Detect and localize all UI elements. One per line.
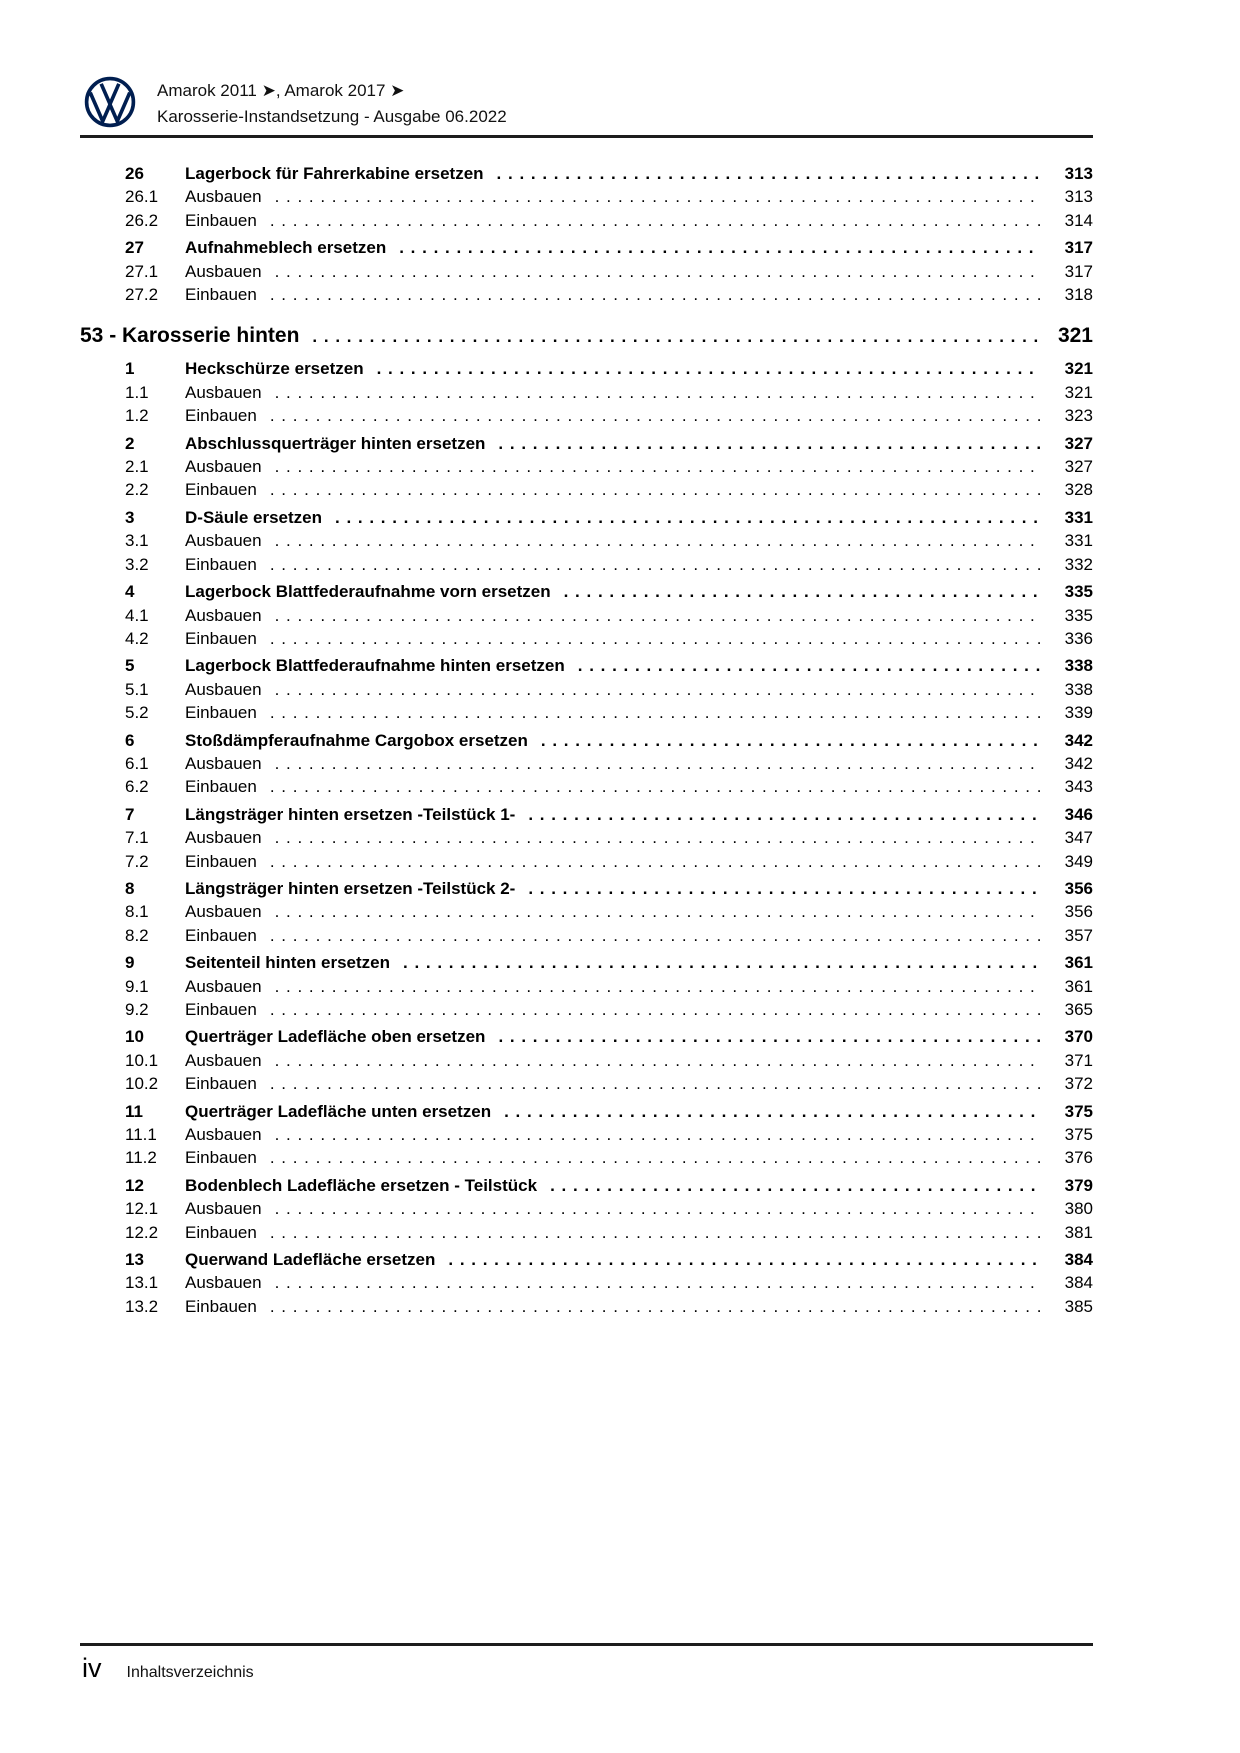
footer-page-number: iv <box>82 1653 102 1683</box>
toc-entry-title: Ausbauen <box>185 187 262 207</box>
dot-leader <box>390 951 1041 974</box>
toc-entry-number: 10 <box>125 1027 144 1047</box>
toc-entry-page: 371 <box>1064 1050 1093 1070</box>
toc-entry-number: 10.1 <box>125 1050 159 1070</box>
dot-leader <box>262 1049 1041 1072</box>
toc-entry-page: 349 <box>1064 851 1093 871</box>
dot-leader <box>257 1146 1041 1169</box>
toc-entry-title: Querträger Ladefläche unten ersetzen <box>185 1101 492 1121</box>
toc-entry-row <box>80 1072 1093 1095</box>
toc-entry-number: 13.2 <box>125 1296 159 1316</box>
toc-entry-title: Abschlussquerträger hinten ersetzen <box>185 433 486 453</box>
toc-entry-row <box>80 701 1093 724</box>
toc-entry-number: 11 <box>125 1101 143 1121</box>
toc-entry-row <box>80 1100 1093 1123</box>
toc-entry-title: Längsträger hinten ersetzen -Teilstück 1- <box>185 804 516 824</box>
toc-entry-title: Stoßdämpferaufnahme Cargobox ersetzen <box>185 730 528 750</box>
toc-entry-page: 347 <box>1064 828 1093 848</box>
toc-entry-page: 331 <box>1064 531 1093 551</box>
dot-leader <box>515 877 1041 900</box>
toc-entry-row <box>80 627 1093 650</box>
toc-entry-page: 381 <box>1064 1222 1093 1242</box>
toc-entry-title: Ausbauen <box>185 531 262 551</box>
dot-leader <box>257 998 1041 1021</box>
toc-entry-number: 26.2 <box>125 210 159 230</box>
toc-entry-row <box>80 432 1093 455</box>
toc-entry-page: 380 <box>1064 1199 1093 1219</box>
toc-entry-number: 4.1 <box>125 605 149 625</box>
toc-entry-number: 2.1 <box>125 457 149 477</box>
header-divider <box>80 135 1093 138</box>
toc-entry-number: 3 <box>125 507 135 527</box>
toc-entry-title: Einbauen <box>185 1074 257 1094</box>
toc-entry-row <box>80 381 1093 404</box>
footer-section-label: Inhaltsverzeichnis <box>126 1664 254 1681</box>
dot-leader <box>257 209 1041 232</box>
toc-entry-title: Seitenteil hinten ersetzen <box>185 953 390 973</box>
toc-entry-page: 313 <box>1064 187 1093 207</box>
toc-entry-page: 335 <box>1064 582 1093 602</box>
toc-entry-number: 13 <box>125 1250 144 1270</box>
toc-entry-title: Einbauen <box>185 1222 257 1242</box>
vw-logo-icon <box>84 76 136 128</box>
toc-entry-number: 11.1 <box>125 1125 157 1145</box>
toc-entry-title: Ausbauen <box>185 753 262 773</box>
toc-entry-page: 342 <box>1064 753 1093 773</box>
toc-entry-number: 8.1 <box>125 902 149 922</box>
dot-leader <box>257 1295 1041 1318</box>
toc-entry-row <box>80 900 1093 923</box>
toc-entry-page: 313 <box>1064 164 1093 183</box>
toc-entry-title: D-Säule ersetzen <box>185 507 322 527</box>
toc-entry-number: 5 <box>125 656 135 676</box>
toc-entry-row <box>80 1221 1093 1244</box>
footer-divider <box>80 1643 1093 1646</box>
toc-entry-number: 13.1 <box>125 1273 159 1293</box>
toc-entry-number: 1.1 <box>125 382 149 402</box>
toc-entry-page: 331 <box>1064 507 1093 527</box>
toc-entry-page: 375 <box>1064 1101 1093 1121</box>
toc-entry-number: 6.2 <box>125 777 149 797</box>
dot-leader <box>262 185 1041 208</box>
toc-entry-row <box>80 924 1093 947</box>
toc-entry-row <box>80 553 1093 576</box>
dot-leader <box>262 826 1041 849</box>
dot-leader <box>262 678 1041 701</box>
dot-leader <box>528 729 1041 752</box>
toc-entry-row <box>80 162 1093 185</box>
toc-entry-number: 9 <box>125 953 135 973</box>
toc-entry-number: 6.1 <box>125 753 149 773</box>
dot-leader <box>257 924 1041 947</box>
toc-entry-number: 27.1 <box>125 261 159 281</box>
toc-entry-row <box>80 529 1093 552</box>
toc-entry-page: 385 <box>1064 1296 1093 1316</box>
toc-entry-number: 9.2 <box>125 1000 149 1019</box>
toc-entry-number: 11.2 <box>125 1148 157 1168</box>
toc-entry-title: Ausbauen <box>185 1050 262 1070</box>
toc-entry-title: Einbauen <box>185 285 257 305</box>
toc-entry-number: 3.2 <box>125 554 149 574</box>
toc-entry-number: 26.1 <box>125 187 159 207</box>
toc-entry-page: 317 <box>1064 261 1093 281</box>
toc-entry-number: 8.2 <box>125 925 149 945</box>
toc-entry-title: Einbauen <box>185 1296 257 1316</box>
dot-leader <box>435 1248 1041 1271</box>
dot-leader <box>565 654 1041 677</box>
toc-entry-page: 379 <box>1064 1175 1093 1195</box>
toc-entry-row <box>80 260 1093 283</box>
toc-entry-title: Einbauen <box>185 1148 257 1168</box>
toc-entry-title: Ausbauen <box>185 828 262 848</box>
dot-leader <box>257 283 1041 306</box>
toc-entry-row <box>80 752 1093 775</box>
toc-entry-number: 9.1 <box>125 976 149 996</box>
dot-leader <box>257 775 1041 798</box>
toc-entry-title: Einbauen <box>185 777 257 797</box>
dot-leader <box>322 506 1041 529</box>
toc-entry-page: 384 <box>1064 1273 1093 1293</box>
dot-leader <box>262 604 1041 627</box>
toc-entry-number: 7 <box>125 804 135 824</box>
toc-entry-title: Bodenblech Ladefläche ersetzen - Teilstück <box>185 1175 538 1195</box>
toc-section-row <box>80 320 1093 352</box>
toc-entry-row <box>80 654 1093 677</box>
toc-entry-page: 361 <box>1064 976 1093 996</box>
dot-leader <box>262 975 1041 998</box>
toc-entry-number: 12 <box>125 1175 144 1195</box>
toc-entry-page: 346 <box>1064 804 1093 824</box>
toc-entry-number: 6 <box>125 730 135 750</box>
toc-entry-page: 321 <box>1064 382 1093 402</box>
dot-leader <box>257 850 1041 873</box>
header-manual-line: Karosserie-Instandsetzung - Ausgabe 06.2022 <box>157 107 507 126</box>
toc-entry-row <box>80 478 1093 501</box>
toc-entry-row <box>80 506 1093 529</box>
toc-entry-title: Ausbauen <box>185 1273 262 1293</box>
toc-entry-page: 372 <box>1064 1074 1093 1094</box>
dot-leader <box>364 357 1041 380</box>
toc-entry-number: 4 <box>125 582 135 602</box>
dot-leader <box>262 1271 1041 1294</box>
toc-entry-page: 321 <box>1057 324 1093 348</box>
dot-leader <box>262 1123 1041 1146</box>
toc-entry-page: 357 <box>1064 925 1093 945</box>
toc-entry-title: Einbauen <box>185 851 257 871</box>
toc-entry-row <box>80 357 1093 380</box>
dot-leader <box>262 455 1041 478</box>
toc-entry-title: Ausbauen <box>185 1125 262 1145</box>
toc-entry-row <box>80 775 1093 798</box>
toc-entry-title: Lagerbock für Fahrerkabine ersetzen <box>185 164 484 183</box>
toc-entry-title: Ausbauen <box>185 457 262 477</box>
dot-leader <box>485 432 1041 455</box>
toc-entry-number: 3.1 <box>125 531 149 551</box>
toc-entry-number: 27 <box>125 238 144 258</box>
toc <box>80 158 1093 1318</box>
toc-entry-page: 323 <box>1064 406 1093 426</box>
toc-entry-title: Einbauen <box>185 628 257 648</box>
header-model-line: Amarok 2011 ➤, Amarok 2017 ➤ <box>157 81 405 100</box>
toc-entry-row <box>80 1248 1093 1271</box>
toc-entry-row <box>80 455 1093 478</box>
page-header <box>84 76 507 130</box>
toc-entry-title: Einbauen <box>185 925 257 945</box>
toc-entry-number: 1.2 <box>125 406 149 426</box>
dot-leader <box>299 321 1041 352</box>
toc-entry-row <box>80 283 1093 306</box>
toc-entry-row <box>80 1146 1093 1169</box>
toc-entry-number: 2 <box>125 433 135 453</box>
toc-entry-page: 335 <box>1064 605 1093 625</box>
toc-entry-page: 314 <box>1064 210 1093 230</box>
toc-entry-title: Heckschürze ersetzen <box>185 359 364 379</box>
toc-entry-number: 27.2 <box>125 285 159 305</box>
toc-entry-title: Einbauen <box>185 210 257 230</box>
dot-leader <box>257 701 1041 724</box>
dot-leader <box>257 1221 1041 1244</box>
toc-entry-page: 336 <box>1064 628 1093 648</box>
toc-entry-page: 356 <box>1064 878 1093 898</box>
toc-entry-row <box>80 678 1093 701</box>
dot-leader <box>491 1100 1041 1123</box>
dot-leader <box>257 1072 1041 1095</box>
dot-leader <box>257 627 1041 650</box>
toc-entry-row <box>80 951 1093 974</box>
toc-entry-page: 361 <box>1064 953 1093 973</box>
toc-entry-row <box>80 1025 1093 1048</box>
toc-entry-page: 318 <box>1064 285 1093 305</box>
toc-entry-title: Einbauen <box>185 554 257 574</box>
toc-entry-title: Ausbauen <box>185 976 262 996</box>
toc-entry-row <box>80 236 1093 259</box>
dot-leader <box>262 752 1041 775</box>
toc-entry-row <box>80 975 1093 998</box>
toc-entry-page: 356 <box>1064 902 1093 922</box>
toc-entry-title: Ausbauen <box>185 261 262 281</box>
toc-entry-title: Einbauen <box>185 703 257 723</box>
dot-leader <box>262 900 1041 923</box>
toc-entry-number: 10.2 <box>125 1074 159 1094</box>
toc-entry-row <box>80 209 1093 232</box>
dot-leader <box>551 580 1041 603</box>
toc-entry-row <box>80 580 1093 603</box>
page-footer <box>82 1652 254 1684</box>
toc-entry-number: 12.2 <box>125 1222 159 1242</box>
dot-leader <box>515 803 1041 826</box>
toc-entry-number: 5.1 <box>125 679 149 699</box>
toc-entry-row <box>80 1174 1093 1197</box>
toc-entry-title: Ausbauen <box>185 902 262 922</box>
toc-entry-page: 327 <box>1064 433 1093 453</box>
toc-entry-page: 321 <box>1064 359 1093 379</box>
toc-entry-page: 365 <box>1064 1000 1093 1019</box>
dot-leader <box>257 553 1041 576</box>
toc-entry-row <box>80 604 1093 627</box>
toc-entry-title: Ausbauen <box>185 679 262 699</box>
toc-entry-row <box>80 1295 1093 1318</box>
toc-entry-number: 12.1 <box>125 1199 159 1219</box>
toc-entry-title: Aufnahmeblech ersetzen <box>185 238 387 258</box>
toc-entry-page: 370 <box>1064 1027 1093 1047</box>
toc-entry-row <box>80 877 1093 900</box>
toc-entry-page: 327 <box>1064 457 1093 477</box>
dot-leader <box>386 236 1041 259</box>
toc-entry-page: 328 <box>1064 480 1093 500</box>
toc-entry-title: Einbauen <box>185 406 257 426</box>
toc-entry-title: Lagerbock Blattfederaufnahme hinten ersetzen <box>185 656 565 676</box>
toc-entry-title: Längsträger hinten ersetzen -Teilstück 2- <box>185 878 516 898</box>
toc-entry-title: Ausbauen <box>185 382 262 402</box>
toc-entry-row <box>80 803 1093 826</box>
dot-leader <box>262 381 1041 404</box>
toc-entry-row <box>80 404 1093 427</box>
dot-leader <box>484 162 1041 185</box>
toc-entry-page: 376 <box>1064 1148 1093 1168</box>
toc-entry-row <box>80 1271 1093 1294</box>
dot-leader <box>262 260 1041 283</box>
toc-entry-title: Einbauen <box>185 1000 257 1019</box>
toc-entry-number: 7.2 <box>125 851 149 871</box>
dot-leader <box>257 404 1041 427</box>
toc-entry-page: 339 <box>1064 703 1093 723</box>
toc-entry-row <box>80 1123 1093 1146</box>
toc-entry-page: 338 <box>1064 656 1093 676</box>
toc-entry-row <box>80 729 1093 752</box>
toc-entry-title: Lagerbock Blattfederaufnahme vorn ersetzen <box>185 582 551 602</box>
toc-entry-page: 338 <box>1064 679 1093 699</box>
toc-entry-page: 332 <box>1064 554 1093 574</box>
toc-entry-page: 317 <box>1064 238 1093 258</box>
toc-entry-number: 7.1 <box>125 828 149 848</box>
toc-entry-page: 342 <box>1064 730 1093 750</box>
toc-entry-row <box>80 850 1093 873</box>
toc-entry-row <box>80 1197 1093 1220</box>
dot-leader <box>257 478 1041 501</box>
dot-leader <box>485 1025 1041 1048</box>
toc-entry-number: 26 <box>125 164 144 183</box>
toc-entry-number: 2.2 <box>125 480 149 500</box>
toc-entry-page: 384 <box>1064 1250 1093 1270</box>
dot-leader <box>262 1197 1041 1220</box>
dot-leader <box>537 1174 1041 1197</box>
toc-entry-page: 343 <box>1064 777 1093 797</box>
toc-entry-row <box>80 1049 1093 1072</box>
toc-entry-page: 375 <box>1064 1125 1093 1145</box>
toc-entry-title: Querträger Ladefläche oben ersetzen <box>185 1027 486 1047</box>
toc-entry-number: 4.2 <box>125 628 149 648</box>
toc-entry-number: 1 <box>125 359 135 379</box>
toc-section-title: 53 - Karosserie hinten <box>80 324 300 348</box>
toc-entry-row <box>80 826 1093 849</box>
toc-entry-number: 5.2 <box>125 703 149 723</box>
dot-leader <box>262 529 1041 552</box>
toc-entry-title: Querwand Ladefläche ersetzen <box>185 1250 436 1270</box>
toc-entry-title: Ausbauen <box>185 605 262 625</box>
toc-entry-number: 8 <box>125 878 135 898</box>
toc-entry-row <box>80 998 1093 1021</box>
toc-entry-title: Einbauen <box>185 480 257 500</box>
toc-entry-title: Ausbauen <box>185 1199 262 1219</box>
toc-entry-row <box>80 185 1093 208</box>
